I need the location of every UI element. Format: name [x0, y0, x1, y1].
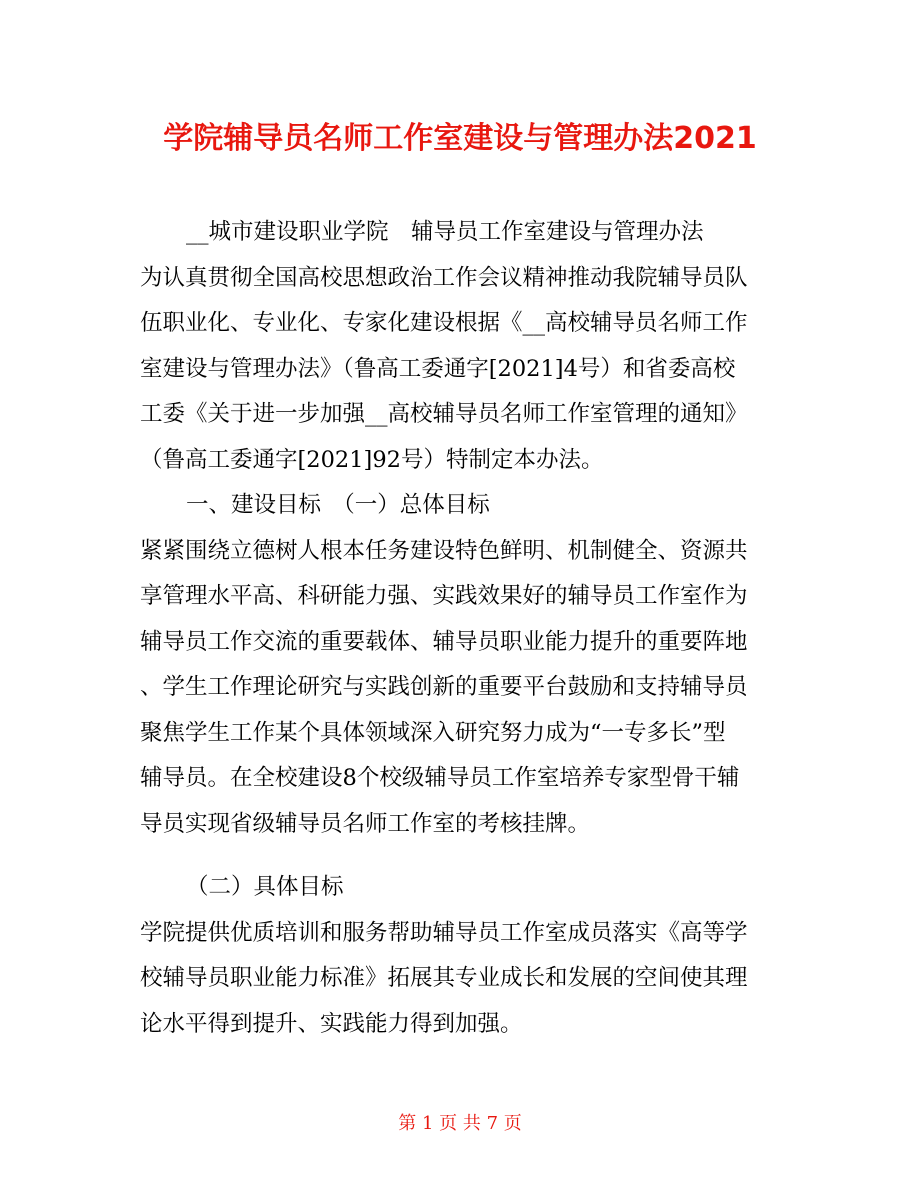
- document-body: [140, 210, 790, 1047]
- paragraph-line: 室建设与管理办法》（鲁高工委通字[2021]4号）和省委高校: [140, 355, 736, 382]
- paragraph-line: 聚焦学生工作某个具体领域深入研究努力成为“一专多长”型: [140, 719, 726, 746]
- subsection-heading: （二）具体目标: [186, 874, 344, 900]
- paragraph-line: 伍职业化、专业化、专家化建设根据《__高校辅导员名师工作: [140, 310, 748, 336]
- paragraph-gap: [140, 847, 790, 865]
- paragraph-line: 为认真贯彻全国高校思想政治工作会议精神推动我院辅导员队: [140, 264, 748, 291]
- paragraph-line: 论水平得到提升、实践能力得到加强。: [140, 1010, 523, 1037]
- paragraph-line: 紧紧围绕立德树人根本任务建设特色鲜明、机制健全、资源共: [140, 537, 748, 564]
- paragraph-line: 、学生工作理论研究与实践创新的重要平台鼓励和支持辅导员: [140, 674, 748, 700]
- paragraph-line: 导员实现省级辅导员名师工作室的考核挂牌。: [140, 810, 591, 837]
- page-number-footer: 第 1 页 共 7 页: [398, 1113, 522, 1134]
- paragraph-line: 辅导员。在全校建设8个校级辅导员工作室培养专家型骨干辅: [140, 765, 740, 791]
- paragraph-line: 辅导员工作交流的重要载体、辅导员职业能力提升的重要阵地: [140, 628, 748, 655]
- paragraph-line: 享管理水平高、科研能力强、实践效果好的辅导员工作室作为: [140, 583, 748, 609]
- paragraph-line: （鲁高工委通字[2021]92号）特制定本办法。: [140, 446, 604, 473]
- section-heading: 一、建设目标 （一）总体目标: [186, 492, 490, 518]
- institution-line: __城市建设职业学院 辅导员工作室建设与管理办法: [186, 219, 704, 245]
- document-title: 学院辅导员名师工作室建设与管理办法2021: [163, 121, 757, 156]
- paragraph-line: 校辅导员职业能力标准》拓展其专业成长和发展的空间使其理: [140, 965, 748, 991]
- paragraph-line: 学院提供优质培训和服务帮助辅导员工作室成员落实《高等学: [140, 919, 748, 946]
- paragraph-line: 工委《关于进一步加强__高校辅导员名师工作室管理的通知》: [140, 401, 748, 427]
